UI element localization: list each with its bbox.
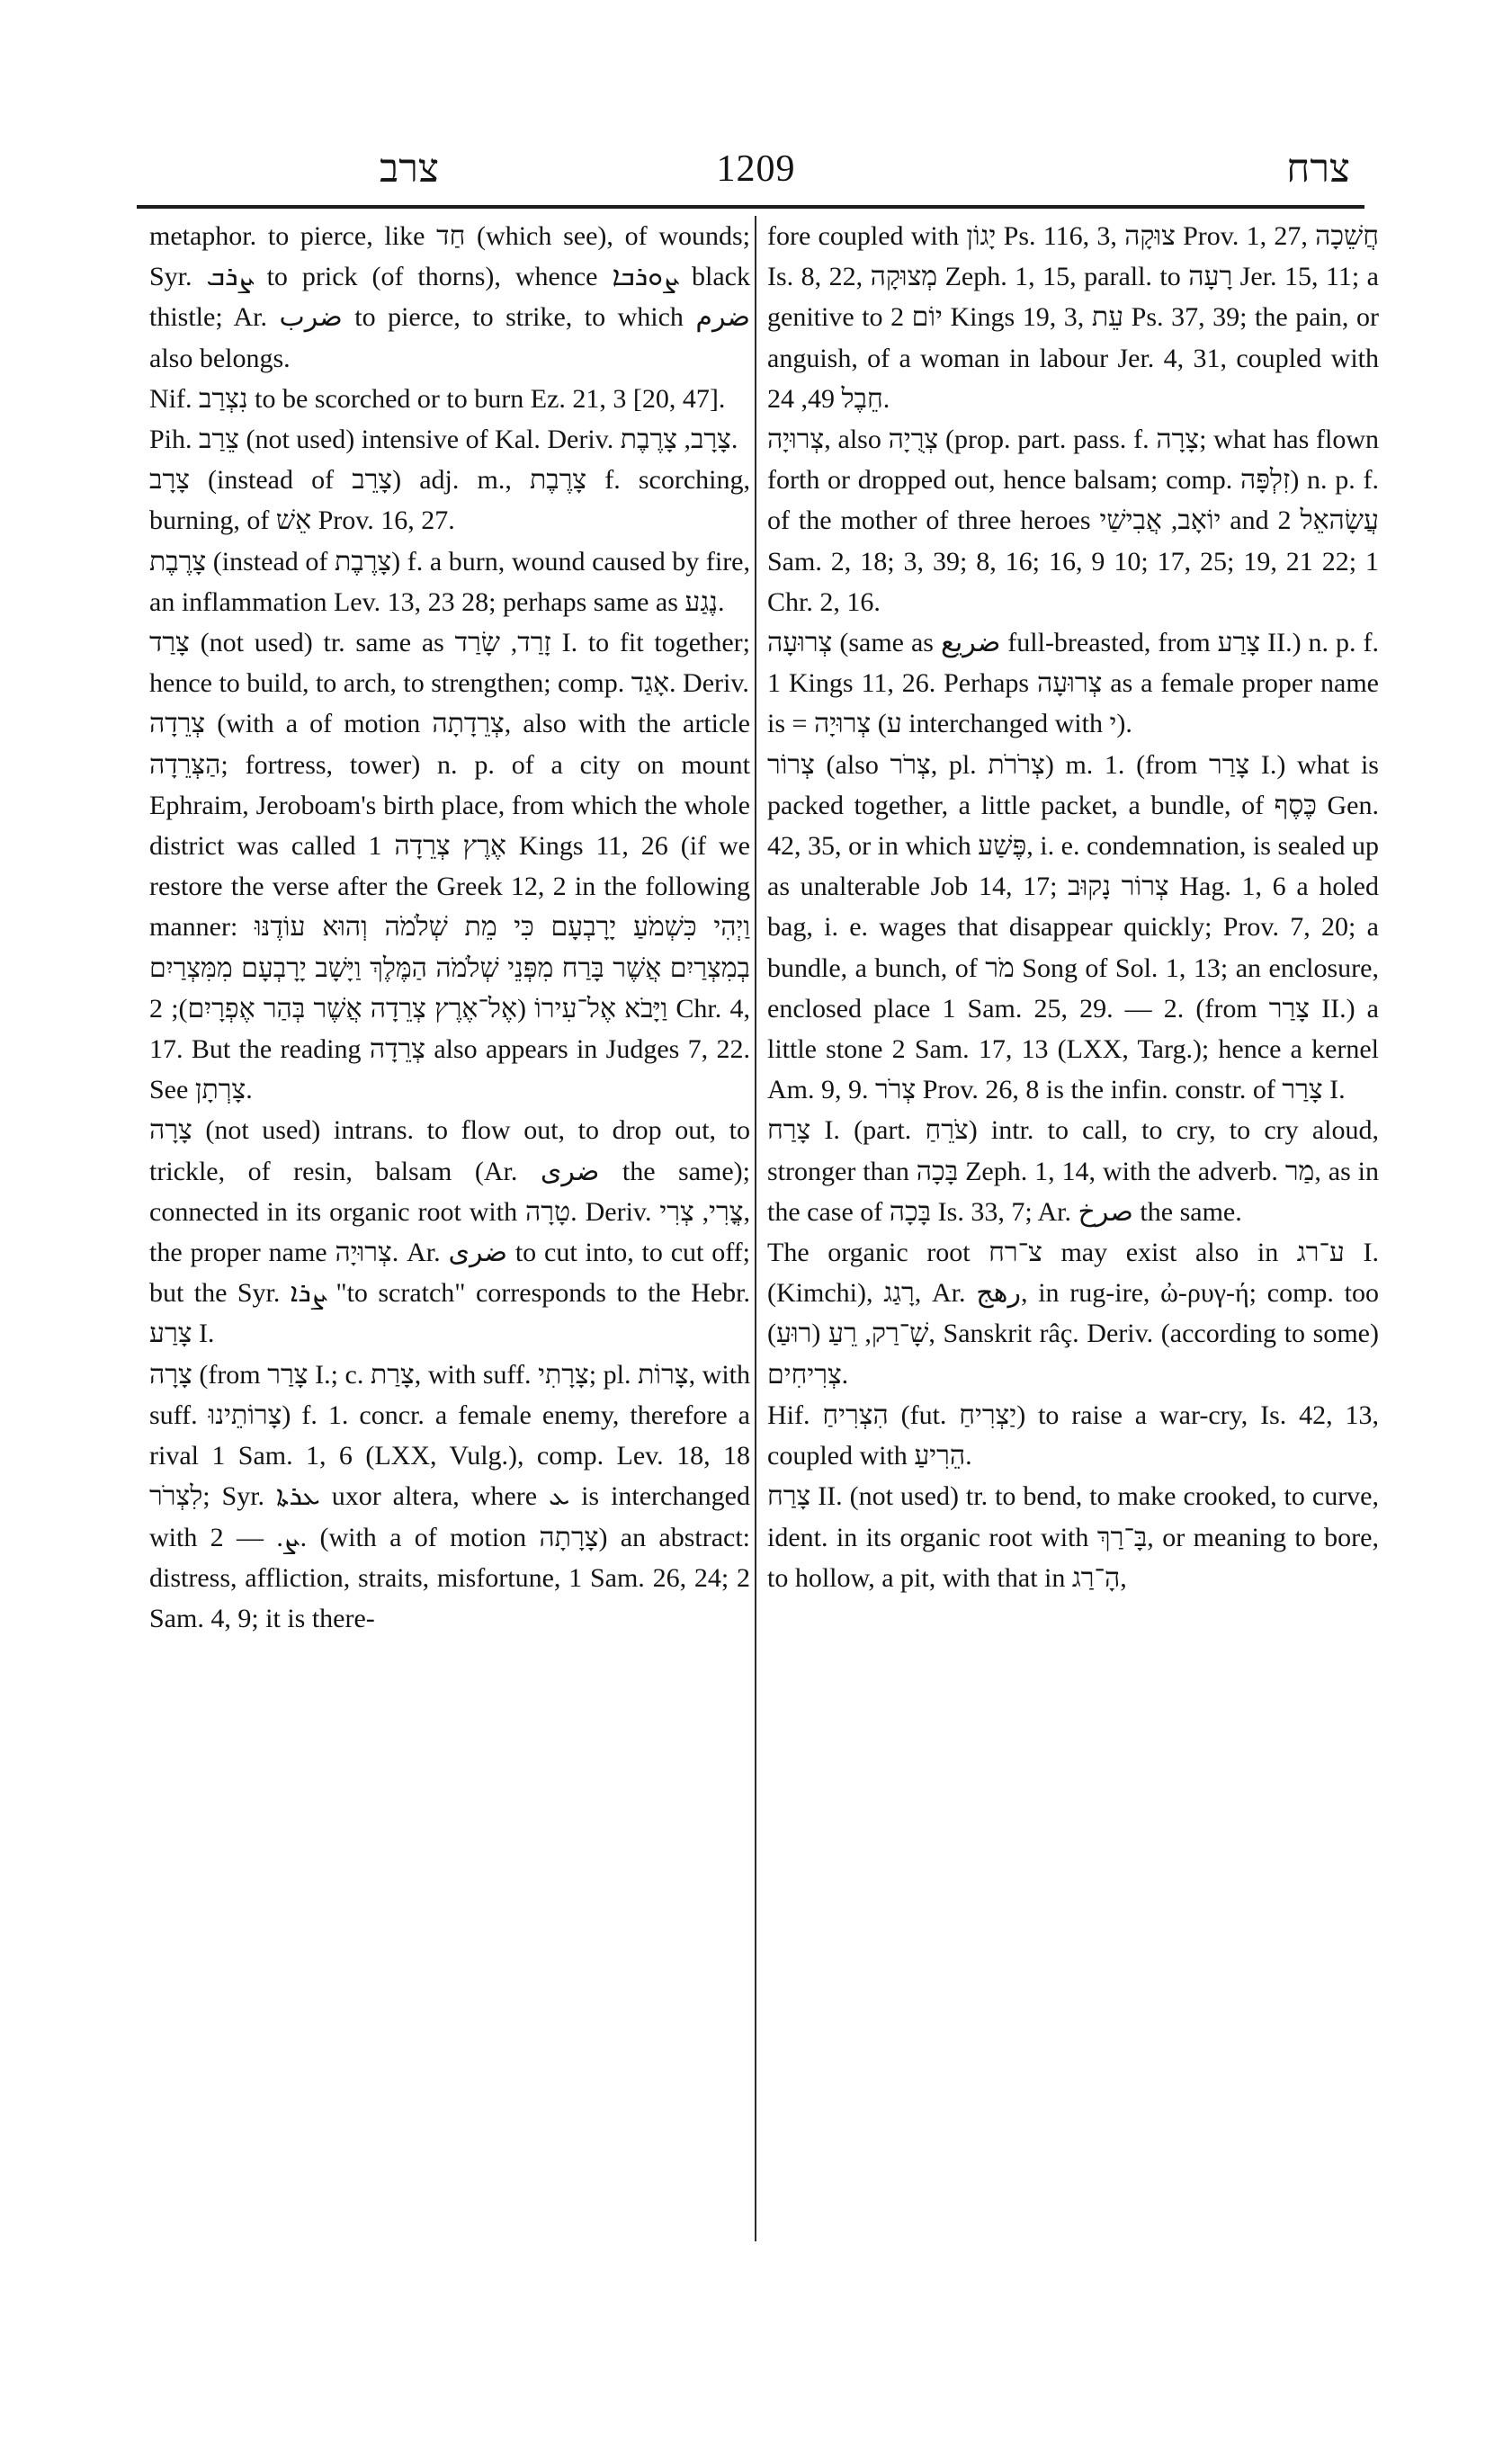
entry-tsarav-continuation: metaphor. to pierce, like חַד (which see), of wounds; Syr. ܨܪܒ to prick (of thorns), whence ܨܘܪܒܐ black thistle; Ar. ضرب to pierce, to strike, to which ضرم also belongs.: [149, 221, 750, 373]
left-column: [149, 216, 750, 1639]
entry-tsarah-enemy: צָרָה (from צָרַר I.; c. צָרַת, with suff. צָרָתִי; pl. צָרוֹת, with suff. צָרוֹתֵינוּ) f. 1. concr. a female enemy, therefore a rival 1 Sam. 1, 6 (LXX, Vulg.), comp. Lev. 18, 18 לִצְרֹר; Syr. ܥܪܬܐ uxor altera, where ܥ is interchanged with ܨ. — 2. (with a of motion צָרָתָה) an abstract: distress, affliction, straits, misfortune, 1 Sam. 26, 24; 2 Sam. 4, 9; it is there-: [149, 1359, 751, 1633]
entry-tsarav-adj: צָרָב (instead of צָרֵב) adj. m., צָרֶבֶת f. scorching, burning, of אֵשׁ Prov. 16, 27.: [149, 465, 750, 536]
entry-pih-tserav: Pih. צֵרַב (not used) intensive of Kal. Deriv. צָרָב, צָרֶבֶת.: [149, 425, 738, 455]
running-head: [155, 144, 1357, 198]
entry-tseruah: צְרוּעָה (same as ضريع full-breasted, from צָרַע II.) n. p. f. 1 Kings 11, 26. Perhaps צְרוּעָה as a female proper name is = צְרוּיָה (ע interchanged with י).: [767, 628, 1380, 739]
entry-organic-root-note: The organic root צ־רח may exist also in ע־רג I. (Kimchi), רָגַג, Ar. رهج, in rug-ire, ὠ-ρυγ-ή; comp. too שָׁ־רַק, רֵעַ (רוּעַ), Sanskrit râç. Deriv. (according to some) צְרִיחִים.: [767, 1238, 1380, 1390]
running-head-left-word: צרב: [380, 147, 439, 191]
entry-tsarad: צָרַד (not used) tr. same as זָרַד, שָׂרַד I. to fit together; hence to build, to arch, to strengthen; comp. אָגַד. Deriv.: [149, 628, 750, 699]
entry-tsarach-1: צָרַח I. (part. צֹרֵחַ) intr. to call, to cry, to cry aloud, stronger than בָּכָה Zeph. 1, 14, with the adverb. מַר, as in the case of בָּכָה Is. 33, 7; Ar. صرخ the same.: [767, 1115, 1379, 1227]
right-column: [767, 216, 1379, 1598]
entry-tsarah-flow: צָרָה (not used) intrans. to flow out, to drop out, to trickle, of resin, balsam (Ar. ضرى the same); connected in its organic root with טָרָה. Deriv. צֳרִי, צְרִי, the proper name צְרוּיָה. Ar. ضرى to cut into, to cut off; but the Syr. ܨܪܐ "to scratch" corresponds to the Hebr. צָרַע I.: [149, 1115, 751, 1349]
header-rule: [137, 205, 1364, 209]
entry-tsarah-continuation: fore coupled with יָגוֹן Ps. 116, 3, צוּקָה Prov. 1, 27, חֲשֵׁכָה Is. 8, 22, מְצוּקָה Zeph. 1, 15, parall. to רָעָה Jer. 15, 11; a genitive to יוֹם 2 Kings 19, 3, עֵת Ps. 37, 39; the pain, or anguish, of a woman in labour Jer. 4, 31, coupled with חֵבֶל 49, 24.: [767, 221, 1379, 414]
entry-nif-nitsrav: Nif. נִצְרַב to be scorched or to burn Ez. 21, 3 [20, 47].: [149, 383, 726, 414]
entry-tsarevet: צָרֶבֶת (instead of צָרֶבֶת) f. a burn, wound caused by fire, an inflammation Lev. 13, 23 28; perhaps same as נֶגַע.: [149, 546, 750, 617]
entry-tseredah: צְרֵדָה (with a of motion צְרֵדָתָה, also with the article הַצְּרֵדָה; fortress, tower) n. p. of a city on mount Ephraim, Jeroboam's birth place, from which the whole district was called אֶרֶץ צְרֵדָה 1 Kings 11, 26 (if we restore the verse after the Greek 12, 2 in the following manner: וַיְהִי כִּשְׁמֹעַ יָרָבְעָם כִּי מֵת שְׁלֹמֹה וְהוּא עוֹדֶנּוּ בְמִצְרַיִם אֲשֶׁר בָּרַח מִפְּנֵי שְׁלֹמֹה הַמֶּלֶךְ וַיָּשָׁב יָרָבְעָם מִמִּצְרַיִם וַיָּבֹא אֶל־עִירוֹ (אֶל־אֶרֶץ צְרֵדָה אֲשֶׁר בְּהַר אֶפְרָיִם); 2 Chr. 4, 17. But the reading צְרֵדָה also appears in Judges 7, 22. See צָרְתָן.: [149, 709, 751, 1105]
column-divider: [755, 216, 756, 2241]
page-number: 1209: [716, 148, 796, 190]
entry-tsarach-2: צָרַח II. (not used) tr. to bend, to make crooked, to curve, ident. in its organic root with בָּ־רַךְ, or meaning to bore, to hollow, a pit, with that in הָ־רַג,: [767, 1481, 1379, 1593]
entry-tseror: צְרוֹר (also צְרֹר, pl. צְרֹרֹת) m. 1. (from צָרַר I.) what is packed together, a little packet, a bundle, of כֶּסֶף Gen. 42, 35, or in which פֶּשַׁע, i. e. condemnation, is sealed up as unalterable Job 14, 17; צְרוֹר נָקוּב Hag. 1, 6 a holed bag, i. e. wages that disappear quickly; Prov. 7, 20; a bundle, a bunch, of מֹר Song of Sol. 1, 13; an enclosure, enclosed place 1 Sam. 25, 29. — 2. (from צָרַר II.) a little stone 2 Sam. 17, 13 (LXX, Targ.); hence a kernel Am. 9, 9. צְרֹר Prov. 26, 8 is the infin. constr. of צָרַר I.: [767, 749, 1379, 1105]
running-head-right-word: צרח: [1286, 147, 1350, 191]
entry-hif-hitsriach: Hif. הִצְרִיחַ (fut. יַצְרִיחַ) to raise a war-cry, Is. 42, 13, coupled with הֵרִיעַ.: [767, 1399, 1379, 1471]
entry-tseruyah: צְרוּיָה, also צְרֻיָה (prop. part. pass. f. צָרָה; what has flown forth or dropped out, hence balsam; comp. זִלְפָּה) n. p. f. of the mother of three heroes יוֹאָב, אֲבִישַׁי and עֲשָׂהאֵל 2 Sam. 2, 18; 3, 39; 8, 16; 16, 9 10; 17, 25; 19, 21 22; 1 Chr. 2, 16.: [767, 425, 1379, 617]
